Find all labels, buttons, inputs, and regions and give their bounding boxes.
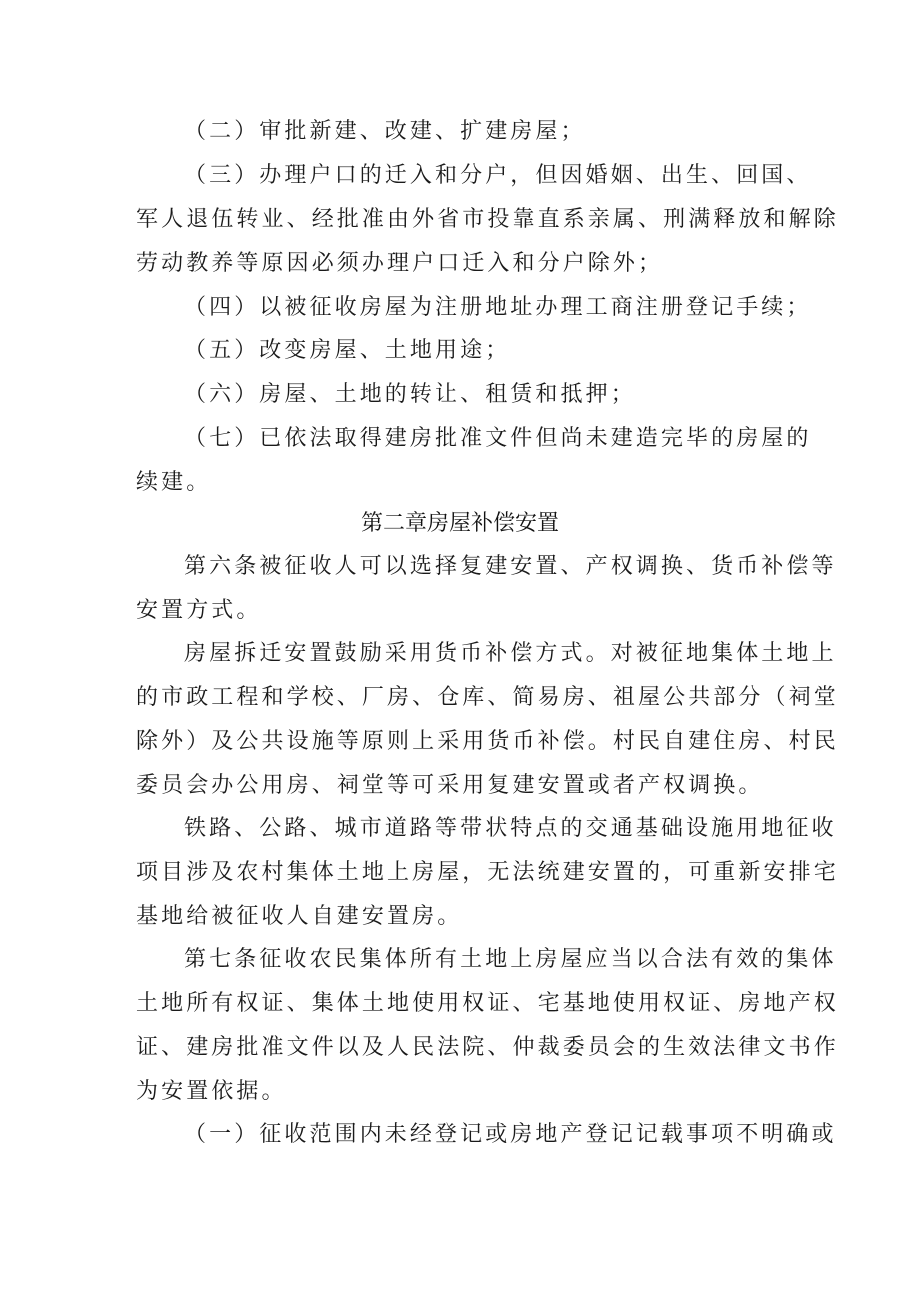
clause-item-7-cont: 续建。 xyxy=(136,470,212,495)
article-7-line-4: 为安置依据。 xyxy=(136,1079,287,1104)
paragraph-transport-line-3: 基地给被征收人自建安置房。 xyxy=(136,904,463,929)
article-7-line-3: 证、建房批准文件以及人民法院、仲裁委员会的生效法律文书作 xyxy=(136,1035,839,1060)
clause-item-3: （三）办理户口的迁入和分户，但因婚姻、出生、回国、 xyxy=(184,163,812,188)
article-6-line-2: 安置方式。 xyxy=(136,598,262,623)
article-7-line-2: 土地所有权证、集体土地使用权证、宅基地使用权证、房地产权 xyxy=(136,991,839,1016)
paragraph-monetary-line-1: 房屋拆迁安置鼓励采用货币补偿方式。对被征地集体土地上 xyxy=(184,641,837,666)
article-6-line-1: 第六条被征收人可以选择复建安置、产权调换、货币补偿等 xyxy=(184,554,837,579)
article-7-item-1: （一）征收范围内未经登记或房地产登记记载事项不明确或 xyxy=(184,1122,837,1147)
clause-item-7: （七）已依法取得建房批准文件但尚未建造完毕的房屋的 xyxy=(184,426,812,451)
clause-item-3-cont-1: 军人退伍转业、经批准由外省市投靠直系亲属、刑满释放和解除 xyxy=(136,207,839,232)
paragraph-transport-line-2: 项目涉及农村集体土地上房屋，无法统建安置的，可重新安排宅 xyxy=(136,860,839,885)
clause-item-2: （二）审批新建、改建、扩建房屋； xyxy=(184,119,586,144)
paragraph-transport-line-1: 铁路、公路、城市道路等带状特点的交通基础设施用地征收 xyxy=(184,816,837,841)
clause-item-5: （五）改变房屋、土地用途； xyxy=(184,338,511,363)
article-7-line-1: 第七条征收农民集体所有土地上房屋应当以合法有效的集体 xyxy=(184,947,837,972)
paragraph-monetary-line-4: 委员会办公用房、祠堂等可采用复建安置或者产权调换。 xyxy=(136,773,764,798)
chapter-heading: 第二章房屋补偿安置 xyxy=(360,511,559,536)
clause-item-4: （四）以被征收房屋为注册地址办理工商注册登记手续； xyxy=(184,295,812,320)
clause-item-6: （六）房屋、土地的转让、租赁和抵押； xyxy=(184,382,636,407)
paragraph-monetary-line-2: 的市政工程和学校、厂房、仓库、简易房、祖屋公共部分（祠堂 xyxy=(136,685,839,710)
paragraph-monetary-line-3: 除外）及公共设施等原则上采用货币补偿。村民自建住房、村民 xyxy=(136,729,839,754)
clause-item-3-cont-2: 劳动教养等原因必须办理户口迁入和分户除外； xyxy=(136,251,664,276)
